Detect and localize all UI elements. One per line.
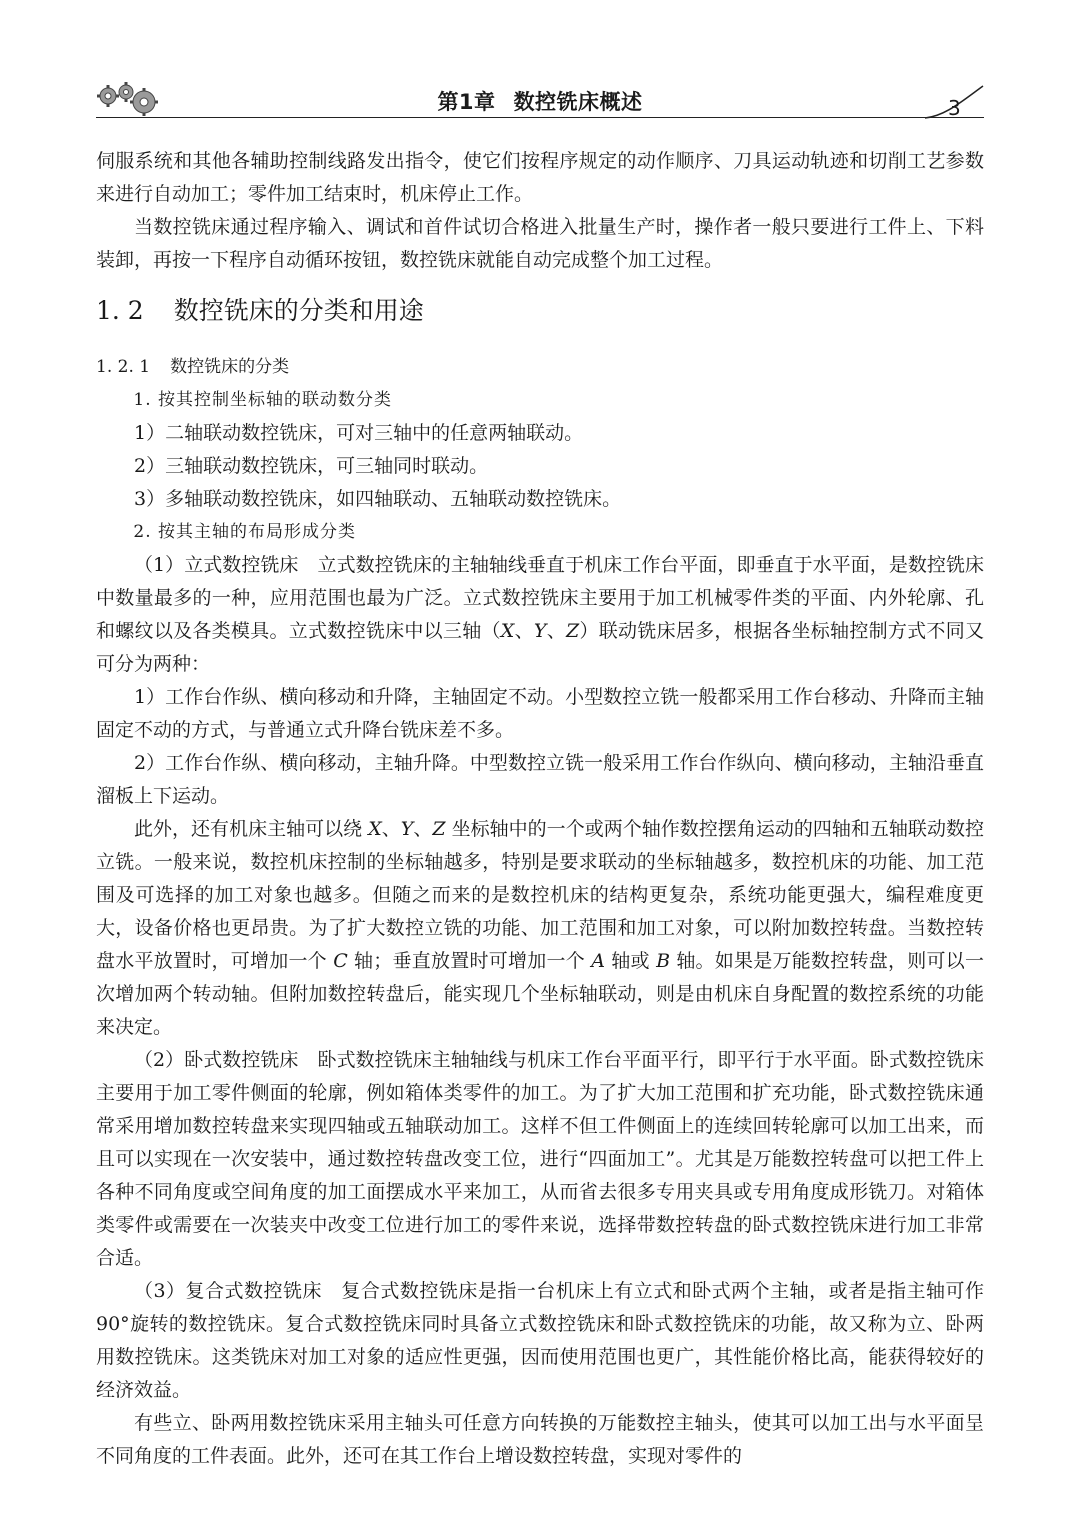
text-run: 轴或: [605, 950, 657, 972]
list-item: 2）三轴联动数控铣床，可三轴同时联动。: [134, 455, 489, 477]
paragraph: 有些立、卧两用数控铣床采用主轴头可任意方向转换的万能数控主轴头，使其可以加工出与水平面呈不同角度的工件表面。此外，还可在其工作台上增设数控转盘，实现对零件的: [96, 1412, 984, 1467]
axis-x: X: [500, 620, 515, 642]
section-title: 数控铣床的分类和用途: [173, 296, 424, 325]
paragraph: 当数控铣床通过程序输入、调试和首件试切合格进入批量生产时，操作者一般只要进行工件上、下料装卸，再按一下程序自动循环按钮，数控铣床就能自动完成整个加工过程。: [96, 216, 984, 271]
classification-heading: 1. 按其控制坐标轴的联动数分类: [133, 390, 393, 410]
paragraph: [96, 549, 984, 681]
text-run: 轴；垂直放置时可增加一个: [347, 950, 592, 972]
axis-c: C: [333, 950, 348, 972]
paragraph: 伺服系统和其他各辅助控制线路发出指令，使它们按程序规定的动作顺序、刀具运动轨迹和切削工艺参数来进行自动加工；零件加工结束时，机床停止工作。: [96, 150, 984, 205]
separator: 、: [514, 620, 534, 642]
list-item: 1）二轴联动数控铣床，可对三轴中的任意两轴联动。: [134, 422, 584, 444]
axis-y: Y: [533, 620, 547, 642]
text-run: （1）立式数控铣床 立式数控铣床的主轴轴线垂直于机床工作台平面，即垂直于水平面，是数控铣床中数量最多的一种，应用范围也最为广泛。立式数控铣床主要用于加工机械零件类的平面、内外轮廓、孔和螺纹以及各类模具。立式数控铣床中以三轴（: [96, 554, 984, 642]
classification-heading: 2. 按其主轴的布局形成分类: [133, 522, 357, 542]
chapter-number: 第1章: [437, 90, 496, 114]
text-run: 此外，还有机床主轴可以绕: [134, 818, 369, 840]
list-item: 2）工作台作纵、横向移动，主轴升降。中型数控立铣一般采用工作台作纵向、横向移动，主轴沿垂直溜板上下运动。: [96, 752, 984, 807]
text-run: 坐标轴中的一个或两个轴作数控摆角运动的四轴和五轴联动数控立铣。一般来说，数控机床控制的坐标轴越多，特别是要求联动的坐标轴越多，数控机床的功能、加工范围及可选择的加工对象也越多。但随之而来的是数控机床的结构更复杂，系统功能更强大，编程难度更大，设备价格也更昂贵。为了扩大数控立铣的功能、加工范围和加工对象，可以附加数控转盘。当数控转盘水平放置时，可增加一个: [96, 818, 984, 972]
text-run: 、: [381, 818, 401, 840]
axis-y: Y: [400, 818, 414, 840]
list-item: 1）工作台作纵、横向移动和升降，主轴固定不动。小型数控立铣一般都采用工作台移动、升降而主轴固定不动的方式，与普通立式升降台铣床差不多。: [96, 686, 984, 741]
running-header: [0, 70, 1080, 130]
section-heading: [96, 289, 984, 351]
subsection-title: 数控铣床的分类: [170, 357, 290, 377]
subsection-number: 1. 2. 1: [96, 357, 151, 377]
axis-x: X: [368, 818, 382, 840]
axis-a: A: [591, 950, 605, 972]
paragraph: （3）复合式数控铣床 复合式数控铣床是指一台机床上有立式和卧式两个主轴，或者是指主轴可作 90°旋转的数控铣床。复合式数控铣床同时具备立式数控铣床和卧式数控铣床的功能，故又称为立、卧两用数控铣床。这类铣床对加工对象的适应性更强，因而使用范围也更广，其性能价格比高，能获得较好的经济效益。: [96, 1280, 984, 1401]
main-text: [96, 145, 984, 1473]
axis-z: Z: [432, 818, 446, 840]
text-run: 、: [413, 818, 433, 840]
text-run: ）联动铣床居多，根据各坐标轴控制方式不同又可分为两种：: [96, 620, 984, 675]
page-number: 3: [948, 96, 961, 120]
axis-b: B: [656, 950, 671, 972]
chapter-title: 数控铣床概述: [513, 90, 643, 114]
section-number: 1. 2: [96, 296, 144, 325]
subsection-heading: [96, 351, 984, 384]
separator: 、: [546, 620, 566, 642]
list-item: 3）多轴联动数控铣床，如四轴联动、五轴联动数控铣床。: [134, 488, 622, 510]
paragraph: （2）卧式数控铣床 卧式数控铣床主轴轴线与机床工作台平面平行，即平行于水平面。卧式数控铣床主要用于加工零件侧面的轮廓，例如箱体类零件的加工。为了扩大加工范围和扩充功能，卧式数控铣床通常采用增加数控转盘来实现四轴或五轴联动加工。这样不但工件侧面上的连续回转轮廓可以加工出来，而且可以实现在一次安装中，通过数控转盘改变工位，进行“四面加工”。尤其是万能数控转盘可以把工件上各种不同角度或空间角度的加工面摆成水平来加工，从而省去很多专用夹具或专用角度成形铣刀。对箱体类零件或需要在一次装夹中改变工位进行加工的零件来说，选择带数控转盘的卧式数控铣床进行加工非常合适。: [96, 1049, 984, 1269]
paragraph: [96, 813, 984, 1044]
text-run: 轴。如果是万能数控转盘，则可以一次增加两个转动轴。但附加数控转盘后，能实现几个坐标轴联动，则是由机床自身配置的数控系统的功能来决定。: [96, 950, 984, 1038]
axis-z: Z: [565, 620, 580, 642]
header-rule: [96, 117, 984, 118]
chapter-header: [0, 86, 1080, 116]
